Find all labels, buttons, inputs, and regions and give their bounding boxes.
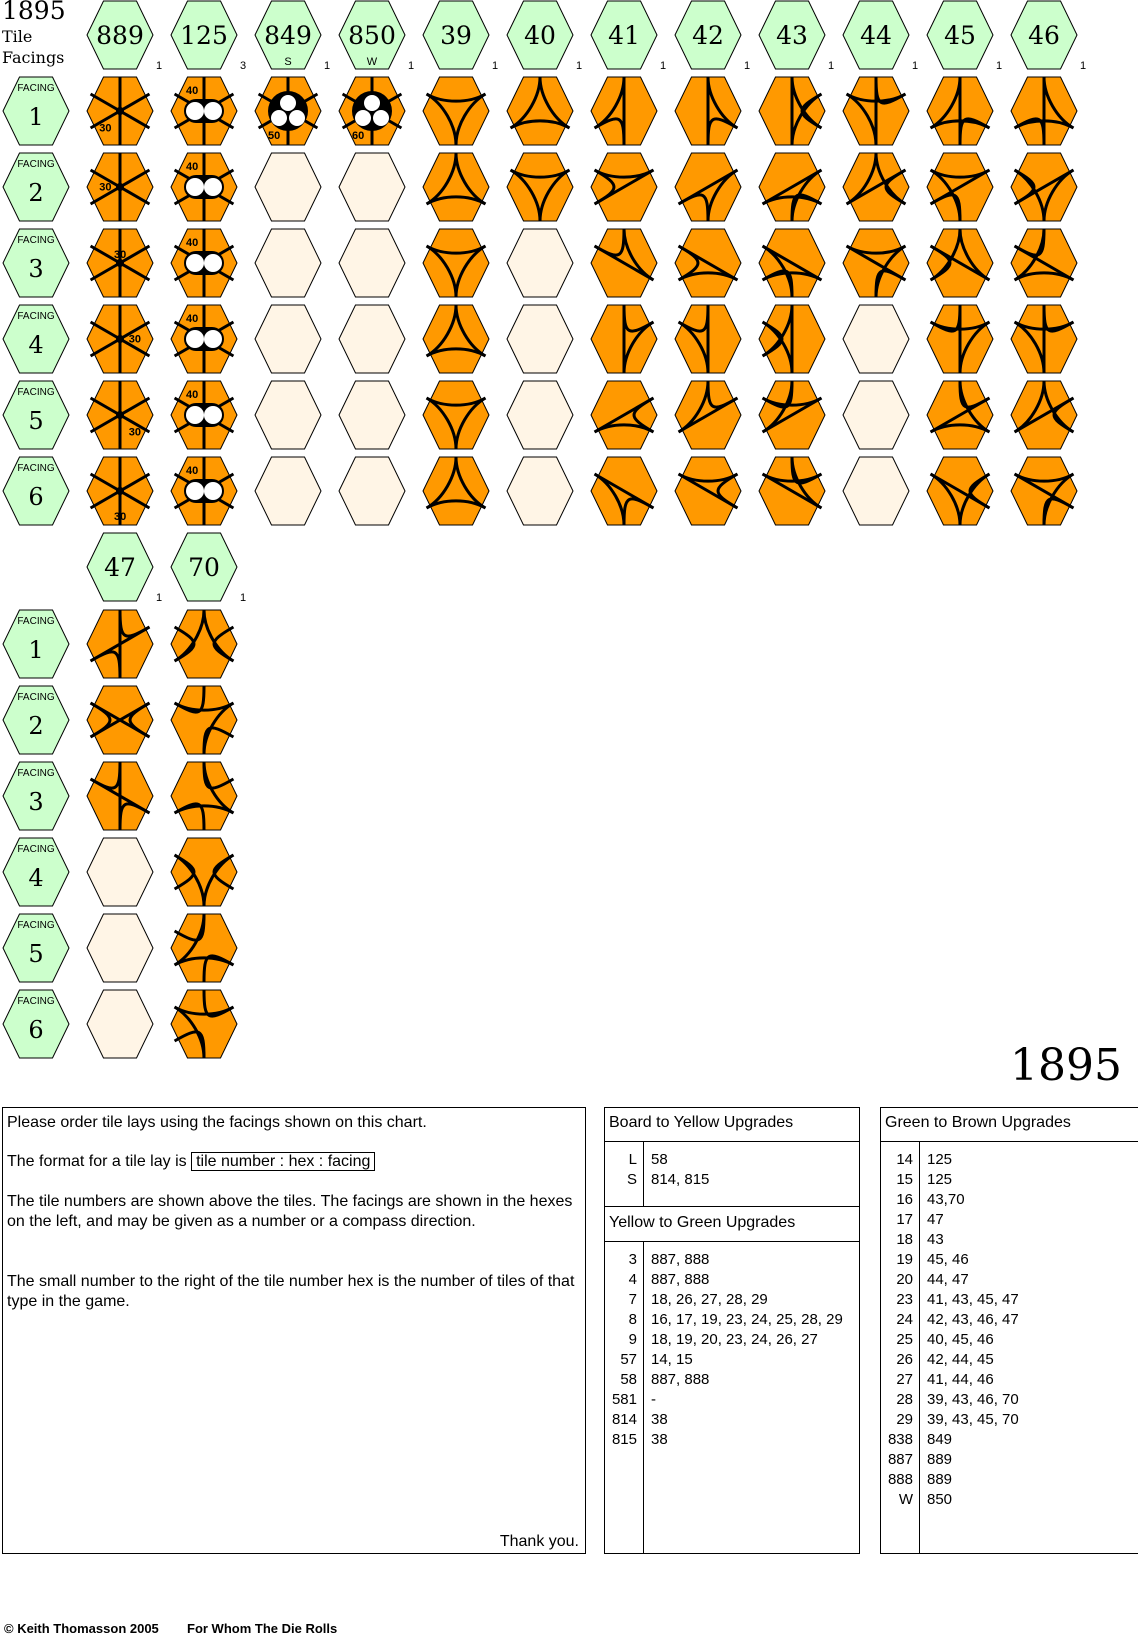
tile-40-facing-6	[507, 457, 573, 525]
tile-39-facing-1	[423, 77, 489, 145]
tile-849-facing-2	[255, 153, 321, 221]
yellow-to-green-row-to: 887, 888	[651, 1271, 710, 1288]
green-to-brown-row-to: 42, 43, 46, 47	[927, 1311, 1019, 1328]
tile-850-facing-1	[339, 77, 405, 145]
tile-header-45	[927, 1, 1002, 72]
tile-850-facing-3	[339, 229, 405, 297]
green-to-brown-row-from: 26	[896, 1351, 913, 1368]
green-to-brown-row-from: 19	[896, 1251, 913, 1268]
tile-count: 1	[156, 60, 163, 72]
yellow-to-green-row-from: 815	[611, 1431, 637, 1448]
tile-125-facing-4	[171, 305, 237, 373]
yellow-to-green-row-to: 16, 17, 19, 23, 24, 25, 28, 29	[651, 1311, 843, 1328]
tile-43-facing-3	[759, 229, 825, 297]
facing-hex-6	[3, 457, 69, 525]
tile-41-facing-3	[591, 229, 657, 297]
tile-44-facing-2	[843, 153, 909, 221]
green-to-brown-row-to: 45, 46	[927, 1251, 969, 1268]
yellow-to-green-row-from: 9	[628, 1331, 637, 1348]
tile-46-facing-4	[1011, 305, 1077, 373]
green-to-brown-row-from: 25	[896, 1331, 913, 1348]
facing-number: 3	[28, 788, 44, 816]
tile-39-facing-6	[423, 457, 489, 525]
tile-number: 125	[180, 21, 228, 50]
tile-43-facing-6	[759, 457, 825, 525]
revenue-label: 30	[114, 249, 127, 261]
yellow-to-green-row-to: 887, 888	[651, 1251, 710, 1268]
tile-70-facing-4	[171, 838, 237, 906]
revenue-label: 40	[186, 161, 199, 173]
green-to-brown-row-to: 41, 44, 46	[927, 1371, 994, 1388]
green-to-brown-row-to: 889	[927, 1471, 953, 1488]
tile-850-facing-2	[339, 153, 405, 221]
tile-43-facing-2	[759, 153, 825, 221]
facing-label: FACING	[17, 996, 55, 1007]
tile-889-facing-1	[87, 77, 153, 145]
facing-number: 1	[28, 103, 44, 131]
green-to-brown-row-to: 39, 43, 45, 70	[927, 1411, 1019, 1428]
board-to-yellow-row-to: 814, 815	[651, 1171, 710, 1188]
tile-42-facing-2	[675, 153, 741, 221]
green-to-brown-row-to: 43	[927, 1231, 944, 1248]
tile-125-facing-1	[171, 77, 237, 145]
tile-number: 43	[776, 21, 808, 50]
revenue-label: 50	[268, 130, 281, 142]
green-to-brown-row-from: 17	[896, 1211, 913, 1228]
facing-hex-6	[3, 990, 69, 1058]
yellow-to-green-row-to: 38	[651, 1431, 668, 1448]
tile-39-facing-2	[423, 153, 489, 221]
tile-41-facing-1	[591, 77, 657, 145]
yellow-to-green-row-from: 3	[628, 1251, 637, 1268]
revenue-label: 40	[186, 389, 199, 401]
yellow-to-green-row-from: 8	[628, 1311, 637, 1328]
format-box: tile number : hex : facing	[191, 1152, 375, 1171]
green-to-brown-row-to: 42, 44, 45	[927, 1351, 994, 1368]
facing-number: 6	[28, 483, 44, 511]
tile-number: 47	[104, 553, 136, 582]
tile-count: 1	[1080, 60, 1087, 72]
tile-850-facing-6	[339, 457, 405, 525]
tile-125-facing-3	[171, 229, 237, 297]
facing-label: FACING	[17, 387, 55, 398]
tile-850-facing-4	[339, 305, 405, 373]
tile-40-facing-4	[507, 305, 573, 373]
tile-42-facing-4	[675, 305, 741, 373]
subtitle-line-2: Facings	[2, 48, 65, 67]
tile-43-facing-1	[759, 77, 825, 145]
facing-number: 5	[28, 407, 44, 435]
revenue-label: 30	[128, 426, 141, 439]
yellow-to-green-row-from: 58	[620, 1371, 637, 1388]
tile-header-47	[87, 533, 162, 604]
green-to-brown-row-from: 24	[896, 1311, 913, 1328]
tile-count: 1	[408, 60, 415, 72]
tile-39-facing-5	[423, 381, 489, 449]
instruction-line-1: Please order tile lays using the facings shown on this chart.	[7, 1114, 427, 1131]
yellow-to-green-row-to: 887, 888	[651, 1371, 710, 1388]
yellow-green-upgrades-panel	[604, 1107, 860, 1554]
tile-42-facing-6	[675, 457, 741, 525]
tile-47-facing-6	[87, 990, 153, 1058]
tile-number: 45	[944, 21, 976, 50]
tile-45-facing-1	[927, 77, 993, 145]
yellow-to-green-row-from: 57	[620, 1351, 637, 1368]
tile-header-70	[171, 533, 246, 604]
tile-header-46	[1011, 1, 1086, 72]
tile-count: 1	[744, 60, 751, 72]
yellow-to-green-row-to: 14, 15	[651, 1351, 693, 1368]
tile-850-facing-5	[339, 381, 405, 449]
tile-849-facing-6	[255, 457, 321, 525]
green-to-brown-row-to: 44, 47	[927, 1271, 969, 1288]
tile-41-facing-6	[591, 457, 657, 525]
tile-39-facing-3	[423, 229, 489, 297]
tile-number: 44	[860, 21, 892, 50]
tile-47-facing-4	[87, 838, 153, 906]
facing-label: FACING	[17, 920, 55, 931]
tile-42-facing-1	[675, 77, 741, 145]
green-to-brown-row-from: 15	[896, 1171, 913, 1188]
green-to-brown-row-from: 20	[896, 1271, 913, 1288]
facing-hex-4	[3, 838, 69, 906]
yellow-to-green-row-from: 581	[611, 1391, 637, 1408]
tile-40-facing-3	[507, 229, 573, 297]
tile-number: 850	[348, 21, 396, 50]
facing-label: FACING	[17, 311, 55, 322]
facing-label: FACING	[17, 768, 55, 779]
yellow-to-green-row-to: -	[651, 1391, 656, 1408]
tile-header-849	[255, 1, 330, 72]
facing-number: 4	[28, 864, 44, 892]
yellow-to-green-row-from: 7	[628, 1291, 637, 1308]
revenue-label: 30	[99, 122, 112, 135]
facing-number: 5	[28, 940, 44, 968]
tile-number: 39	[440, 21, 472, 50]
revenue-label: 40	[186, 313, 199, 325]
board-to-yellow-title: Board to Yellow Upgrades	[609, 1114, 794, 1131]
green-to-brown-row-to: 125	[927, 1151, 953, 1168]
tile-47-facing-2	[87, 686, 153, 754]
tile-43-facing-5	[759, 381, 825, 449]
facing-number: 2	[28, 179, 44, 207]
facing-number: 1	[28, 636, 44, 664]
green-brown-upgrades-panel	[880, 1107, 1138, 1554]
tile-125-facing-5	[171, 381, 237, 449]
facing-hex-3	[3, 229, 69, 297]
tile-count: 1	[576, 60, 583, 72]
green-to-brown-row-to: 889	[927, 1451, 953, 1468]
tile-count: 1	[828, 60, 835, 72]
facing-hex-5	[3, 381, 69, 449]
revenue-label: 30	[128, 333, 141, 346]
tile-sub-label: W	[366, 56, 378, 68]
facing-label: FACING	[17, 235, 55, 246]
facing-number: 6	[28, 1016, 44, 1044]
facing-hex-3	[3, 762, 69, 830]
instruction-para-3: The small number to the right of the tile number hex is the number of tiles of that type in the game.	[7, 1273, 575, 1310]
facing-label: FACING	[17, 463, 55, 474]
green-to-brown-row-to: 41, 43, 45, 47	[927, 1291, 1019, 1308]
tile-40-facing-2	[507, 153, 573, 221]
tile-849-facing-4	[255, 305, 321, 373]
green-to-brown-row-from: 887	[887, 1451, 913, 1468]
tile-47-facing-5	[87, 914, 153, 982]
revenue-label: 40	[186, 465, 199, 477]
tile-125-facing-2	[171, 153, 237, 221]
format-prefix: The format for a tile lay is	[7, 1153, 187, 1170]
tile-42-facing-5	[675, 381, 741, 449]
tile-45-facing-5	[927, 381, 993, 449]
green-to-brown-row-from: 888	[887, 1471, 913, 1488]
yellow-to-green-row-to: 18, 26, 27, 28, 29	[651, 1291, 768, 1308]
tile-count: 1	[156, 592, 163, 604]
tile-44-facing-3	[843, 229, 909, 297]
credit: For Whom The Die Rolls	[187, 1621, 338, 1636]
tile-header-44	[843, 1, 918, 72]
tile-header-125	[171, 1, 246, 72]
instruction-format	[7, 1152, 577, 1172]
revenue-label: 30	[99, 181, 112, 194]
tile-889-facing-6	[87, 457, 153, 525]
facing-number: 2	[28, 712, 44, 740]
tile-44-facing-5	[843, 381, 909, 449]
facing-label: FACING	[17, 159, 55, 170]
instructions-panel	[2, 1107, 586, 1554]
tile-header-889	[87, 1, 162, 72]
facing-hex-2	[3, 686, 69, 754]
tile-45-facing-4	[927, 305, 993, 373]
tile-40-facing-5	[507, 381, 573, 449]
facing-hex-5	[3, 914, 69, 982]
facing-number: 4	[28, 331, 44, 359]
tile-43-facing-4	[759, 305, 825, 373]
yellow-to-green-row-from: 814	[611, 1411, 637, 1428]
green-to-brown-row-from: 838	[887, 1431, 913, 1448]
tile-70-facing-5	[171, 914, 237, 982]
corner-title: 1895	[1010, 1040, 1122, 1091]
facing-label: FACING	[17, 83, 55, 94]
tile-46-facing-6	[1011, 457, 1077, 525]
tile-header-40	[507, 1, 582, 72]
tile-39-facing-4	[423, 305, 489, 373]
green-to-brown-row-from: 27	[896, 1371, 913, 1388]
facing-label: FACING	[17, 692, 55, 703]
green-to-brown-row-from: 29	[896, 1411, 913, 1428]
tile-70-facing-1	[171, 610, 237, 678]
green-to-brown-row-from: 23	[896, 1291, 913, 1308]
tile-46-facing-3	[1011, 229, 1077, 297]
tile-40-facing-1	[507, 77, 573, 145]
tile-header-41	[591, 1, 666, 72]
board-to-yellow-row-from: S	[626, 1171, 637, 1188]
yellow-to-green-row-from: 4	[628, 1271, 637, 1288]
tile-889-facing-3	[87, 229, 153, 297]
green-to-brown-row-to: 43,70	[927, 1191, 965, 1208]
tile-41-facing-4	[591, 305, 657, 373]
green-to-brown-row-from: 16	[896, 1191, 913, 1208]
green-to-brown-row-from: W	[898, 1491, 913, 1508]
tile-889-facing-4	[87, 305, 153, 373]
thanks-text: Thank you.	[499, 1533, 579, 1550]
tile-number: 42	[692, 21, 724, 50]
green-to-brown-row-from: 14	[896, 1151, 913, 1168]
tile-44-facing-6	[843, 457, 909, 525]
tile-849-facing-1	[255, 77, 321, 145]
tile-45-facing-3	[927, 229, 993, 297]
tile-count: 1	[996, 60, 1003, 72]
tile-46-facing-5	[1011, 381, 1077, 449]
tile-47-facing-1	[87, 610, 153, 678]
tile-70-facing-3	[171, 762, 237, 830]
facing-label: FACING	[17, 616, 55, 627]
yellow-to-green-title: Yellow to Green Upgrades	[609, 1214, 796, 1231]
yellow-to-green-row-to: 18, 19, 20, 23, 24, 26, 27	[651, 1331, 818, 1348]
tile-count: 1	[912, 60, 919, 72]
revenue-label: 60	[352, 130, 365, 142]
chart-title: 1895	[2, 0, 66, 25]
facing-hex-4	[3, 305, 69, 373]
tile-125-facing-6	[171, 457, 237, 525]
tile-number: 849	[264, 21, 312, 50]
yellow-to-green-row-to: 38	[651, 1411, 668, 1428]
green-to-brown-row-to: 40, 45, 46	[927, 1331, 994, 1348]
tile-46-facing-2	[1011, 153, 1077, 221]
facing-hex-1	[3, 610, 69, 678]
subtitle-line-1: Tile	[2, 27, 33, 46]
tile-41-facing-5	[591, 381, 657, 449]
tile-47-facing-3	[87, 762, 153, 830]
copyright: © Keith Thomasson 2005	[4, 1621, 159, 1636]
tile-46-facing-1	[1011, 77, 1077, 145]
green-to-brown-row-from: 28	[896, 1391, 913, 1408]
tile-44-facing-1	[843, 77, 909, 145]
tile-count: 3	[240, 60, 247, 72]
tile-header-850	[339, 1, 414, 72]
tile-42-facing-3	[675, 229, 741, 297]
tile-count: 1	[492, 60, 499, 72]
board-to-yellow-row-from: L	[628, 1151, 637, 1168]
green-to-brown-row-to: 849	[927, 1431, 953, 1448]
board-to-yellow-row-to: 58	[651, 1151, 668, 1168]
instruction-para-2: The tile numbers are shown above the tiles. The facings are shown in the hexes on the left, and may be given as a number or a compass direction.	[7, 1193, 573, 1230]
green-to-brown-row-to: 850	[927, 1491, 953, 1508]
tile-70-facing-6	[171, 990, 237, 1058]
tile-header-43	[759, 1, 834, 72]
tile-number: 46	[1028, 21, 1060, 50]
green-to-brown-title: Green to Brown Upgrades	[885, 1114, 1071, 1131]
tile-889-facing-5	[87, 381, 153, 449]
facing-hex-2	[3, 153, 69, 221]
revenue-label: 40	[186, 85, 199, 97]
tile-849-facing-5	[255, 381, 321, 449]
tile-number: 41	[608, 21, 640, 50]
facing-label: FACING	[17, 844, 55, 855]
tile-889-facing-2	[87, 153, 153, 221]
tile-number: 889	[96, 21, 144, 50]
tile-number: 70	[188, 553, 220, 582]
tile-header-39	[423, 1, 498, 72]
tile-70-facing-2	[171, 686, 237, 754]
green-to-brown-row-to: 47	[927, 1211, 944, 1228]
tile-header-42	[675, 1, 750, 72]
tile-sub-label: S	[284, 56, 292, 68]
tile-45-facing-2	[927, 153, 993, 221]
tile-849-facing-3	[255, 229, 321, 297]
facing-hex-1	[3, 77, 69, 145]
tile-number: 40	[524, 21, 556, 50]
green-to-brown-row-to: 125	[927, 1171, 953, 1188]
tile-41-facing-2	[591, 153, 657, 221]
tile-count: 1	[324, 60, 331, 72]
tile-45-facing-6	[927, 457, 993, 525]
green-to-brown-row-from: 18	[896, 1231, 913, 1248]
facing-number: 3	[28, 255, 44, 283]
green-to-brown-row-to: 39, 43, 46, 70	[927, 1391, 1019, 1408]
tile-44-facing-4	[843, 305, 909, 373]
revenue-label: 40	[186, 237, 199, 249]
revenue-label: 30	[114, 511, 127, 523]
tile-count: 1	[240, 592, 247, 604]
tile-count: 1	[660, 60, 667, 72]
